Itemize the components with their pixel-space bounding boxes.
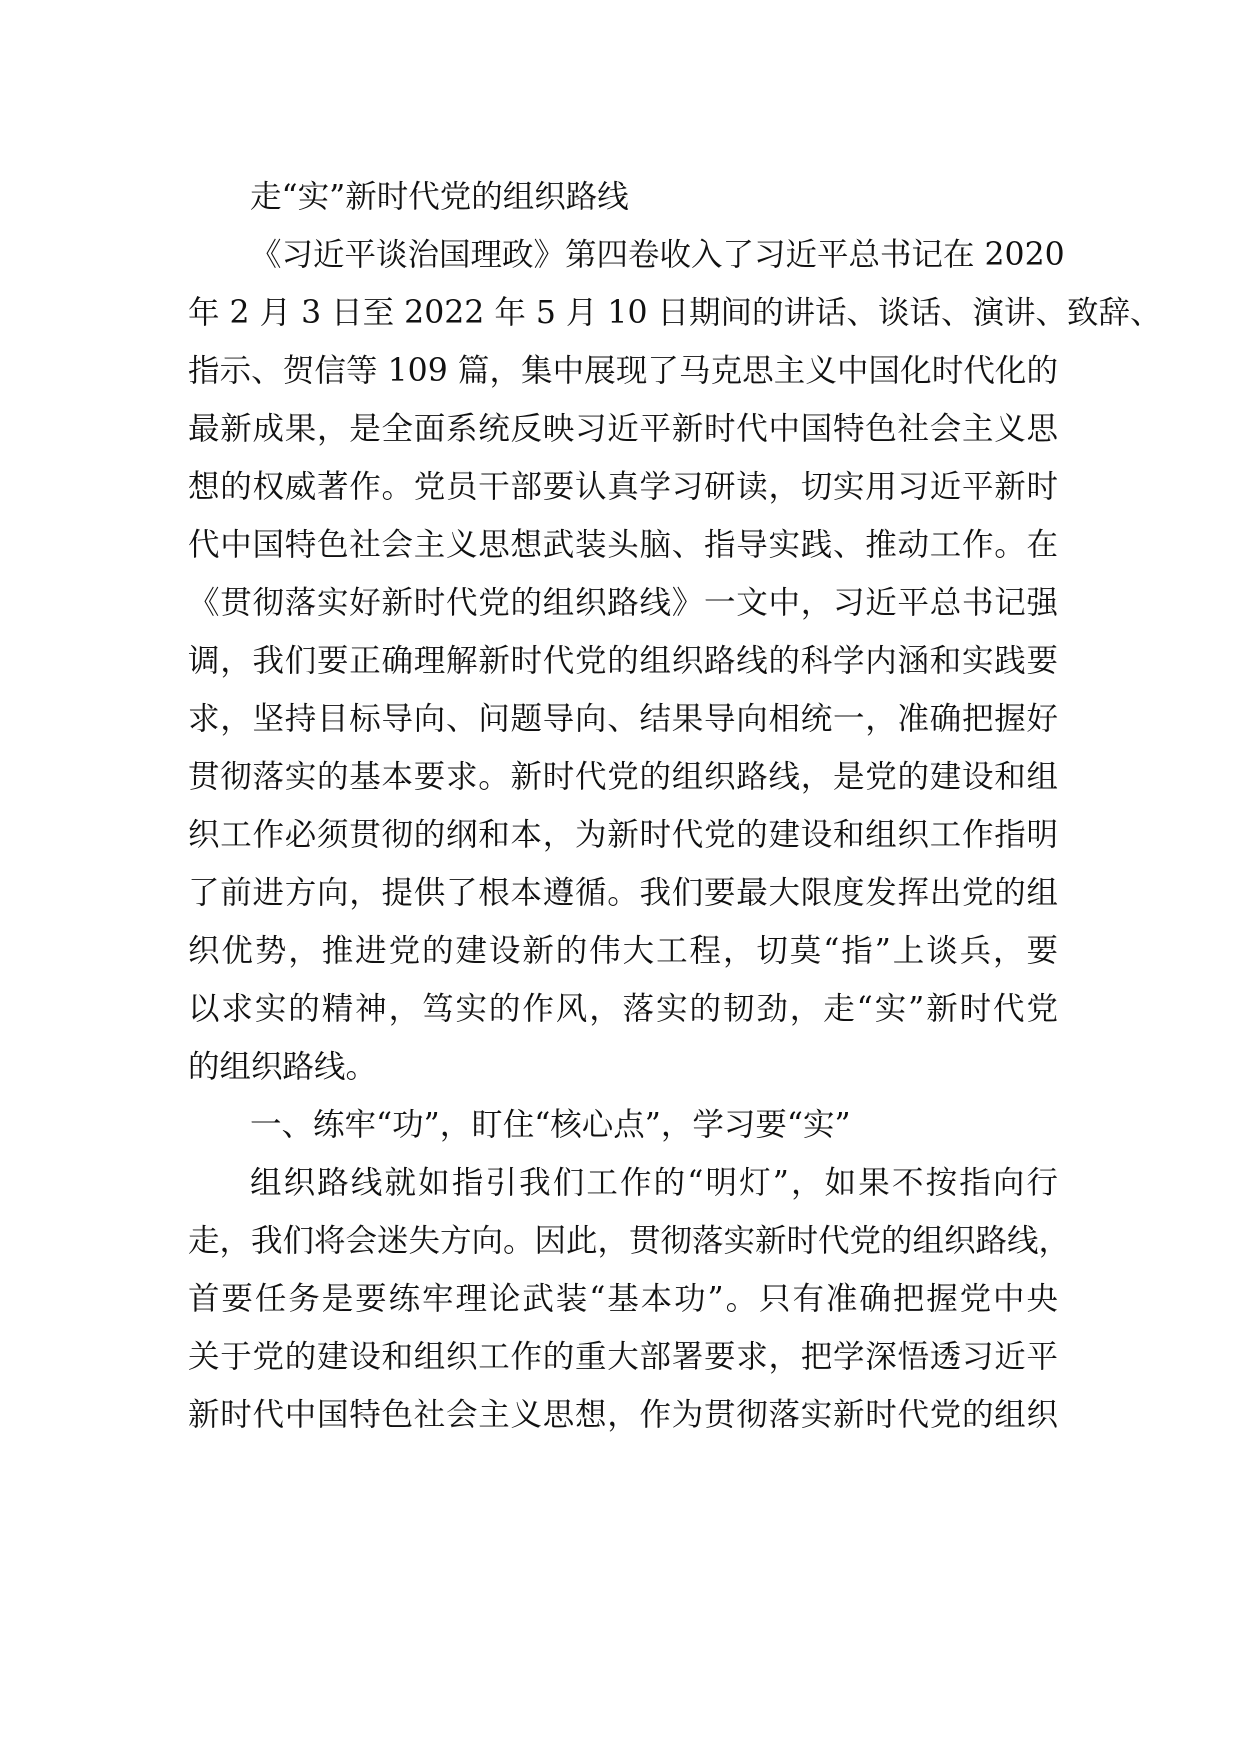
paragraph-line: 织优势，推进党的建设新的伟大工程，切莫“指”上谈兵，要 bbox=[188, 933, 1058, 969]
paragraph-line: 《贯彻落实好新时代党的组织路线》一文中，习近平总书记强 bbox=[188, 585, 1058, 621]
paragraph-line: 了前进方向，提供了根本遵循。我们要最大限度发挥出党的组 bbox=[188, 875, 1058, 911]
paragraph-line: 调，我们要正确理解新时代党的组织路线的科学内涵和实践要 bbox=[188, 643, 1058, 679]
paragraph-line: 织工作必须贯彻的纲和本，为新时代党的建设和组织工作指明 bbox=[188, 817, 1058, 853]
paragraph-line: 走，我们将会迷失方向。因此，贯彻落实新时代党的组织路线， bbox=[188, 1223, 1071, 1259]
paragraph-line: 《习近平谈治国理政》第四卷收入了习近平总书记在 2020 bbox=[250, 237, 1065, 273]
paragraph-line: 首要任务是要练牢理论武装“基本功”。只有准确把握党中央 bbox=[188, 1281, 1058, 1317]
paragraph-line: 指示、贺信等 109 篇，集中展现了马克思主义中国化时代化的 bbox=[188, 353, 1058, 389]
document-title: 走“实”新时代党的组织路线 bbox=[250, 179, 629, 215]
paragraph-line: 的组织路线。 bbox=[188, 1049, 378, 1085]
paragraph-line: 想的权威著作。党员干部要认真学习研读，切实用习近平新时 bbox=[188, 469, 1058, 505]
paragraph-line: 最新成果，是全面系统反映习近平新时代中国特色社会主义思 bbox=[188, 411, 1058, 447]
paragraph-line: 代中国特色社会主义思想武装头脑、指导实践、推动工作。在 bbox=[188, 527, 1058, 563]
paragraph-line: 新时代中国特色社会主义思想，作为贯彻落实新时代党的组织 bbox=[188, 1397, 1058, 1433]
paragraph-line: 组织路线就如指引我们工作的“明灯”，如果不按指向行 bbox=[250, 1165, 1058, 1201]
paragraph-line: 以求实的精神，笃实的作风，落实的韧劲，走“实”新时代党 bbox=[188, 991, 1058, 1027]
paragraph-line: 年 2 月 3 日至 2022 年 5 月 10 日期间的讲话、谈话、演讲、致辞、 bbox=[188, 295, 1162, 331]
paragraph-line: 求，坚持目标导向、问题导向、结果导向相统一，准确把握好 bbox=[188, 701, 1058, 737]
section-heading: 一、练牢“功”，盯住“核心点”，学习要“实” bbox=[250, 1107, 851, 1143]
paragraph-line: 关于党的建设和组织工作的重大部署要求，把学深悟透习近平 bbox=[188, 1339, 1058, 1375]
paragraph-line: 贯彻落实的基本要求。新时代党的组织路线，是党的建设和组 bbox=[188, 759, 1058, 795]
